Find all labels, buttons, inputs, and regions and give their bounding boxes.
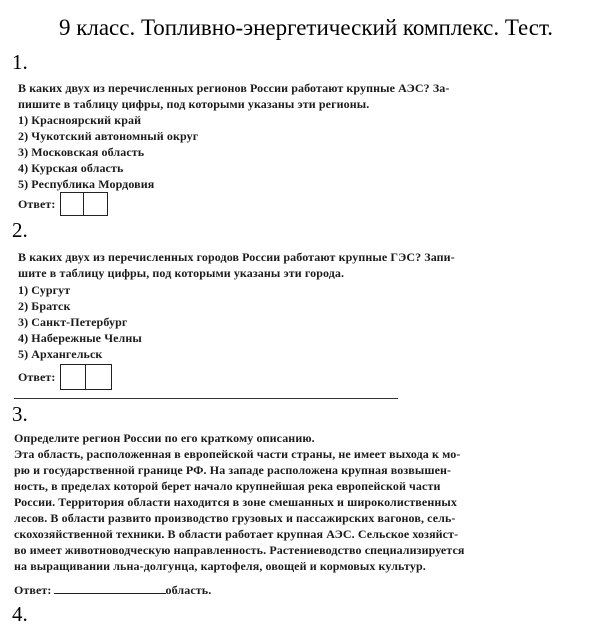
question-1-number: 1. (12, 50, 28, 74)
question-1-answer-row (18, 192, 600, 216)
answer-box[interactable] (60, 364, 86, 390)
answer-box[interactable] (86, 364, 112, 390)
answer-label: Ответ: (14, 583, 52, 597)
question-2-answer-row (18, 364, 600, 390)
page-title: 9 класс. Топливно-энергетический комплекс. Тест. (58, 15, 554, 40)
answer-box[interactable] (84, 192, 108, 216)
question-4-number: 4. (12, 602, 28, 626)
question-1-options (18, 112, 600, 192)
question-3-answer-blank[interactable] (54, 581, 166, 594)
question-3-answer-suffix: область. (165, 583, 212, 597)
question-1-text-line-1: В каких двух из перечисленных регионов России работают крупные АЭС? За- (18, 81, 450, 95)
question-2-number: 2. (12, 218, 28, 242)
answer-label: Ответ: (18, 370, 56, 384)
question-1-text-line-2: пишите в таблицу цифры, под которыми указаны эти регионы. (18, 97, 370, 111)
question-3 (14, 430, 604, 598)
question-3-line: ность, в пределах которой берет начало крупнейшая река европейской части (14, 479, 441, 493)
question-3-line: на выращивании льна-долгунца, картофеля, овощей и кормовых культур. (14, 559, 426, 573)
question-2-option: 1) Сургут (18, 283, 71, 297)
question-2 (18, 249, 600, 390)
question-2-option: 2) Братск (18, 299, 71, 313)
question-1-option: 4) Курская область (18, 161, 124, 175)
question-2-text-line-1: В каких двух из перечисленных городов России работают крупные ГЭС? Запи- (18, 250, 455, 264)
question-1-option: 5) Республика Мордовия (18, 177, 155, 191)
answer-label: Ответ: (18, 197, 56, 211)
question-1-answer-boxes (60, 192, 108, 216)
question-2-option: 3) Санкт-Петербург (18, 315, 128, 329)
question-3-number: 3. (12, 402, 28, 426)
question-3-answer-row (14, 581, 604, 598)
question-1-option: 3) Московская область (18, 145, 145, 159)
question-2-text-line-2: шите в таблицу цифры, под которыми указаны эти города. (18, 266, 345, 280)
question-3-line: Эта область, расположенная в европейской части страны, не имеет выхода к мо- (14, 447, 461, 461)
question-2-options (18, 282, 600, 362)
question-1-option: 2) Чукотский автономный округ (18, 129, 199, 143)
section-divider (14, 398, 398, 399)
question-3-line: рю и государственной границе РФ. На западе расположена крупная возвышен- (14, 463, 452, 477)
question-3-line: во имеет животноводческую направленность. Растениеводство специализируется (14, 543, 465, 557)
question-2-option: 4) Набережные Челны (18, 331, 142, 345)
answer-box[interactable] (60, 192, 84, 216)
question-3-line: лесов. В области развито производство грузовых и пассажирских вагонов, сель- (14, 511, 456, 525)
question-2-answer-boxes (60, 364, 112, 390)
question-3-line: России. Территория области находится в зоне смешанных и широколиственных (14, 495, 457, 509)
question-1-option: 1) Красноярский край (18, 113, 142, 127)
question-3-heading: Определите регион России по его краткому описанию. (14, 431, 315, 445)
question-2-option: 5) Архангельск (18, 347, 103, 361)
question-3-line: скохозяйственной техники. В области работает крупная АЭС. Сельское хозяйст- (14, 527, 459, 541)
question-1 (18, 80, 600, 216)
